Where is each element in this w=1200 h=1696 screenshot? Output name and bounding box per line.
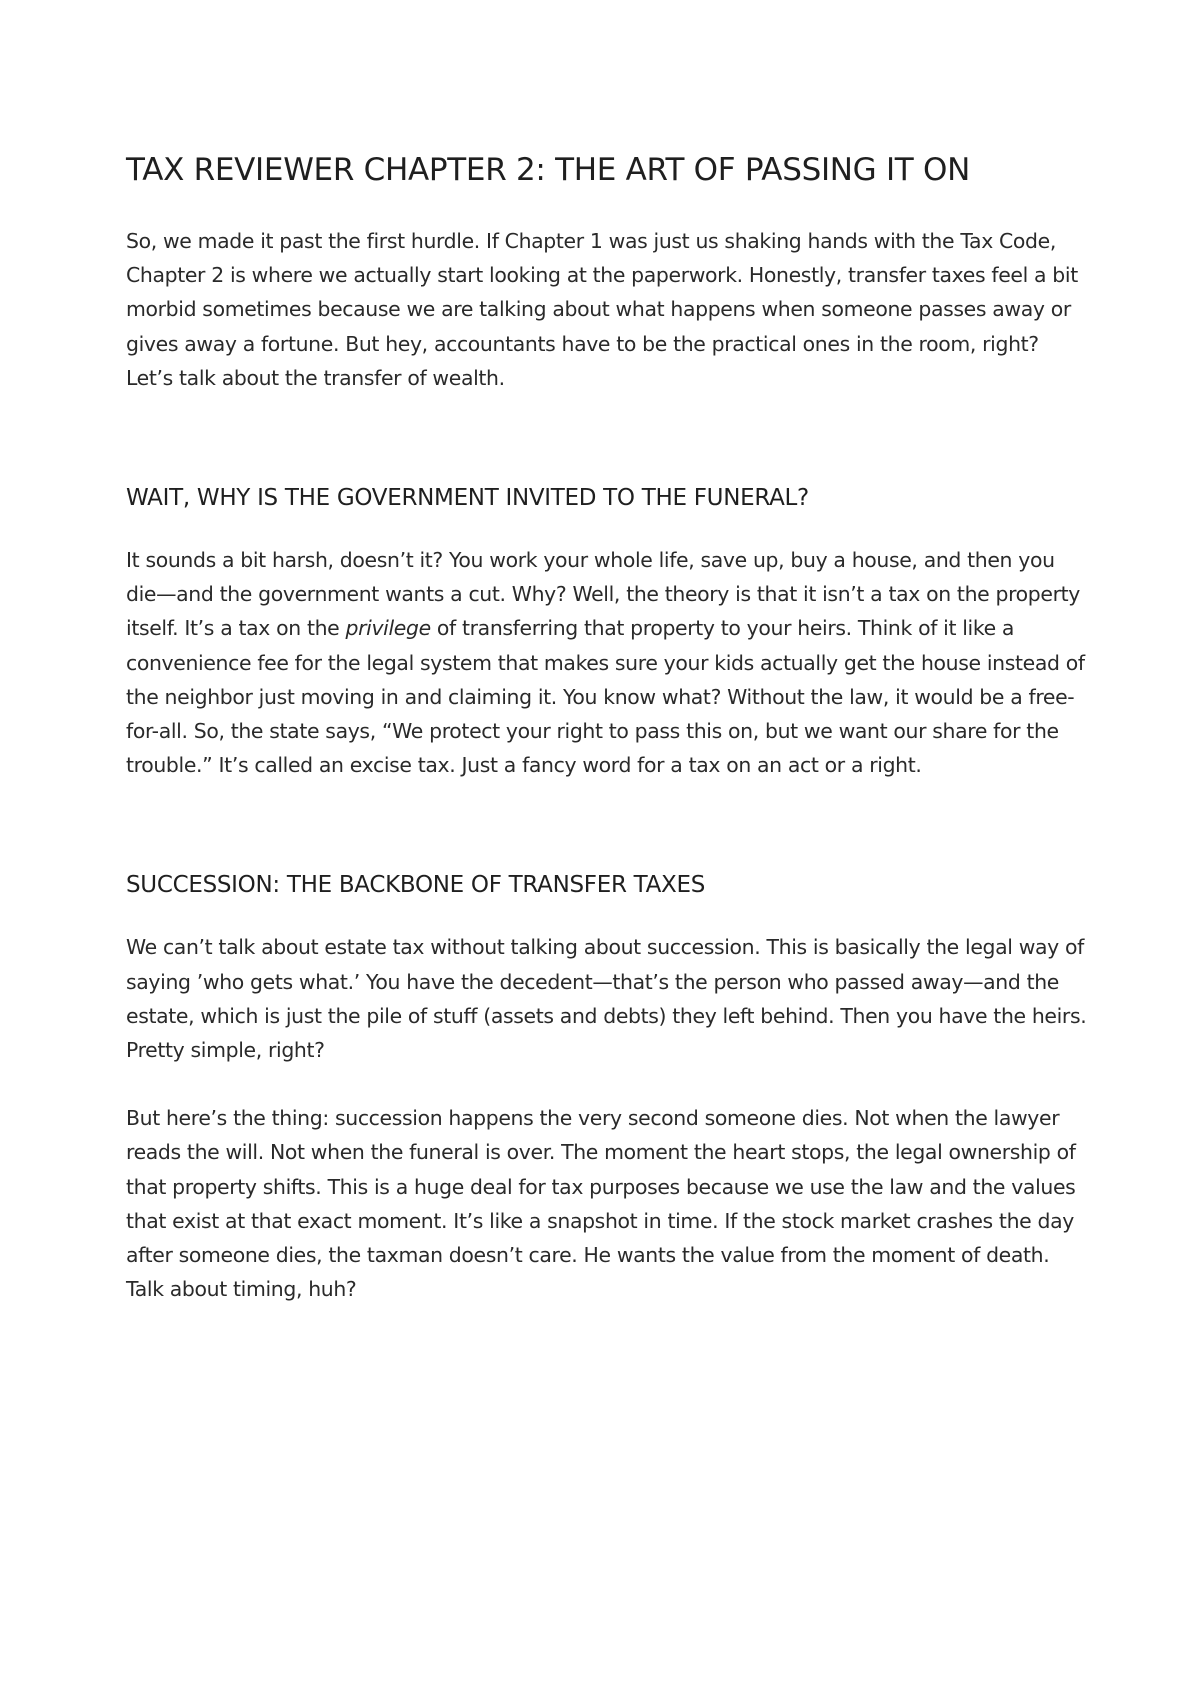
succession-paragraph-2: But here’s the thing: succession happens the very second someone dies. Not when the lawyer reads the will. Not when the funeral is over. The moment the heart stops, the legal ownership of that property shifts. This is a huge deal for tax purposes because we use the law and the values that exist at that exact moment. It’s like a snapshot in time. If the stock market crashes the day after someone dies, the taxman doesn’t care. He wants the value from the moment of death. Talk about timing, huh? — [126, 1106, 1076, 1302]
document-title: TAX REVIEWER CHAPTER 2: THE ART OF PASSING IT ON — [126, 152, 970, 188]
government-paragraph-part1: It sounds a bit harsh, doesn’t it? You work your whole life, save up, buy a house, and then you die—and the government wants a cut. Why? Well, the theory is that it isn’t a tax on the property itself. It’s a tax on the — [126, 548, 1080, 641]
intro-paragraph: So, we made it past the first hurdle. If Chapter 1 was just us shaking hands with the Tax Code, Chapter 2 is where we actually start looking at the paperwork. Honestly, transfer taxes feel a bit morbid sometimes because we are talking about what happens when someone passes away or gives away a fortune. But hey, accountants have to be the practical ones in the room, right? Let’s talk about the transfer of wealth. — [126, 229, 1078, 390]
section-heading-government: WAIT, WHY IS THE GOVERNMENT INVITED TO THE FUNERAL? — [126, 485, 809, 512]
privilege-emphasis: privilege — [345, 616, 431, 641]
section-heading-succession: SUCCESSION: THE BACKBONE OF TRANSFER TAXES — [126, 872, 706, 899]
government-paragraph-part2: of transferring that property to your heirs. Think of it like a convenience fee for the legal system that makes sure your kids actually get the house instead of the neighbor just moving in and claiming it. You know what? Without the law, it would be a free-for-all. So, the state says, “We protect your right to pass this on, but we want our share for the trouble.” It’s called an excise tax. Just a fancy word for a tax on an act or a right. — [126, 616, 1085, 778]
succession-paragraph-1: We can’t talk about estate tax without talking about succession. This is basically the legal way of saying ’who gets what.’ You have the decedent—that’s the person who passed away—and the estate, which is just the pile of stuff (assets and debts) they left behind. Then you have the heirs. Pretty simple, right? — [126, 935, 1087, 1063]
section-spacer — [126, 782, 1090, 868]
government-paragraph — [126, 543, 1090, 782]
paragraph-spacer — [126, 1067, 1090, 1101]
section-spacer — [126, 395, 1090, 481]
